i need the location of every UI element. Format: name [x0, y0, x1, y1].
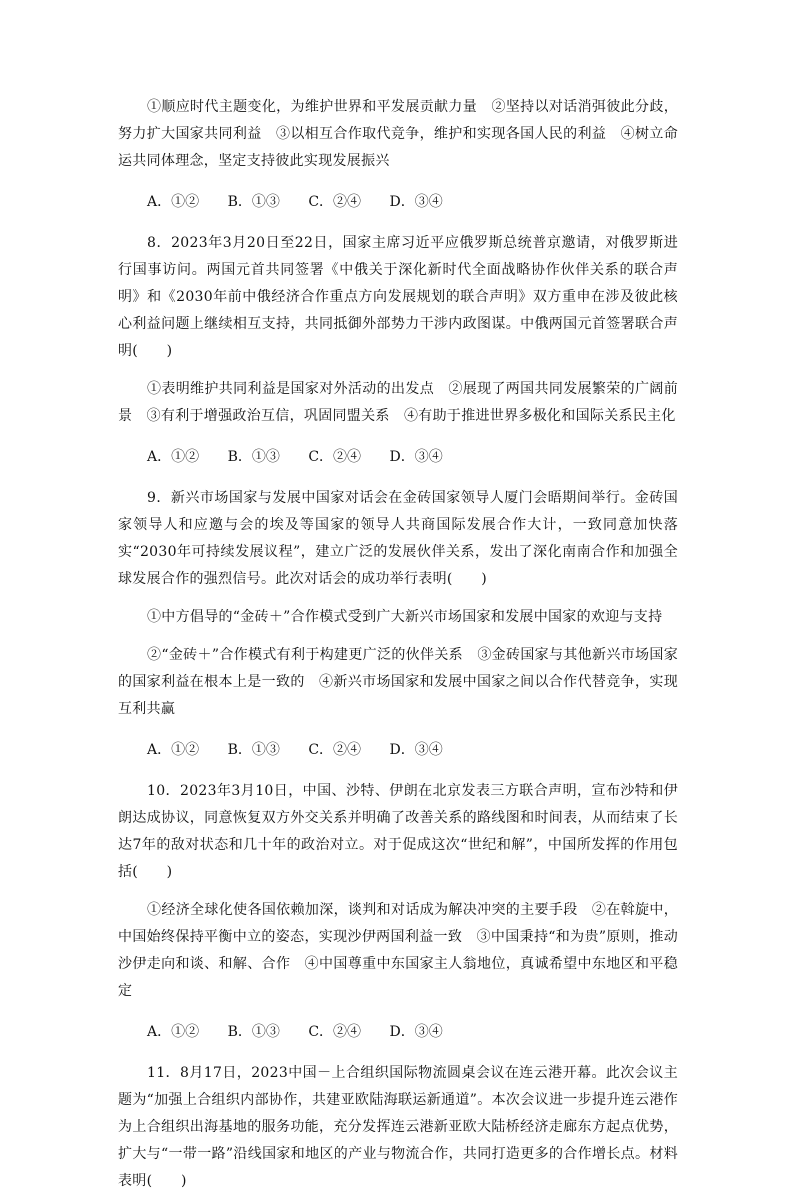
option-c: C．②④ [308, 449, 362, 465]
option-b: B．①③ [227, 449, 280, 465]
option-b: B．①③ [227, 194, 280, 210]
q8-stem: 8．2023年3月20日至22日，国家主席习近平应俄罗斯总统普京邀请，对俄罗斯进行国事访问。两国元首共同签署《中俄关于深化新时代全面战略协作伙伴关系的联合声明》和《2030年前中俄经济合作重点方向发展规划的联合声明》双方重申在涉及彼此核心利益问题上继续相互支持，共同抵御外部势力干涉内政图谋。中俄两国元首签署联合声明( ) [118, 235, 678, 359]
q9-statement-1: ①中方倡导的“金砖＋”合作模式受到广大新兴市场国家和发展中国家的欢迎与支持 [147, 609, 663, 625]
option-a: A．①② [147, 194, 200, 210]
q10-options [118, 1019, 678, 1046]
option-c: C．②④ [308, 194, 362, 210]
option-d: D．③④ [389, 194, 443, 210]
q8-options [118, 444, 678, 471]
option-c: C．②④ [308, 742, 362, 758]
option-d: D．③④ [389, 1024, 443, 1040]
q7-statements: ①顺应时代主题变化，为维护世界和平发展贡献力量 ②坚持以对话消弭彼此分歧，努力扩大国家共同利益 ③以相互合作取代竞争，维护和实现各国人民的利益 ④树立命运共同体理念，坚定支持彼此实现发展振兴 [118, 99, 678, 169]
document-page [118, 94, 678, 1195]
q9-options [118, 737, 678, 764]
q7-options [118, 189, 678, 216]
option-b: B．①③ [227, 1024, 280, 1040]
option-d: D．③④ [389, 742, 443, 758]
q10-statements: ①经济全球化使各国依赖加深，谈判和对话成为解决冲突的主要手段 ②在斡旋中，中国始终保持平衡中立的姿态，实现沙伊两国利益一致 ③中国秉持“和为贵”原则，推动沙伊走向和谈、和解、合作 ④中国尊重中东国家主人翁地位，真诚希望中东地区和平稳定 [118, 902, 678, 999]
option-b: B．①③ [227, 742, 280, 758]
option-a: A．①② [147, 449, 200, 465]
q8-statements: ①表明维护共同利益是国家对外活动的出发点 ②展现了两国共同发展繁荣的广阔前景 ③有利于增强政治互信，巩固同盟关系 ④有助于推进世界多极化和国际关系民主化 [118, 381, 678, 424]
q9-statements-2: ②“金砖＋”合作模式有利于构建更广泛的伙伴关系 ③金砖国家与其他新兴市场国家的国家利益在根本上是一致的 ④新兴市场国家和发展中国家之间以合作代替竞争，实现互利共赢 [118, 647, 678, 717]
q9-stem: 9．新兴市场国家与发展中国家对话会在金砖国家领导人厦门会晤期间举行。金砖国家领导人和应邀与会的埃及等国家的领导人共商国际发展合作大计，一致同意加快落实“2030年可持续发展议程”，建立广泛的发展伙伴关系，发出了深化南南合作和加强全球发展合作的强烈信号。此次对话会的成功举行表明( ) [118, 490, 678, 587]
option-d: D．③④ [389, 449, 443, 465]
q11-stem: 11．8月17日，2023中国－上合组织国际物流圆桌会议在连云港开幕。此次会议主题为“加强上合组织内部协作，共建亚欧陆海联运新通道”。本次会议进一步提升连云港作为上合组织出海基地的服务功能，充分发挥连云港新亚欧大陆桥经济走廊东方起点优势，扩大与“一带一路”沿线国家和地区的产业与物流合作，共同打造更多的合作增长点。材料表明( ) [118, 1065, 678, 1189]
option-a: A．①② [147, 742, 200, 758]
option-a: A．①② [147, 1024, 200, 1040]
option-c: C．②④ [308, 1024, 362, 1040]
q10-stem: 10．2023年3月10日，中国、沙特、伊朗在北京发表三方联合声明，宣布沙特和伊朗达成协议，同意恢复双方外交关系并明确了改善关系的路线图和时间表，从而结束了长达7年的敌对状态和几十年的政治对立。对于促成这次“世纪和解”，中国所发挥的作用包括( ) [118, 783, 678, 880]
